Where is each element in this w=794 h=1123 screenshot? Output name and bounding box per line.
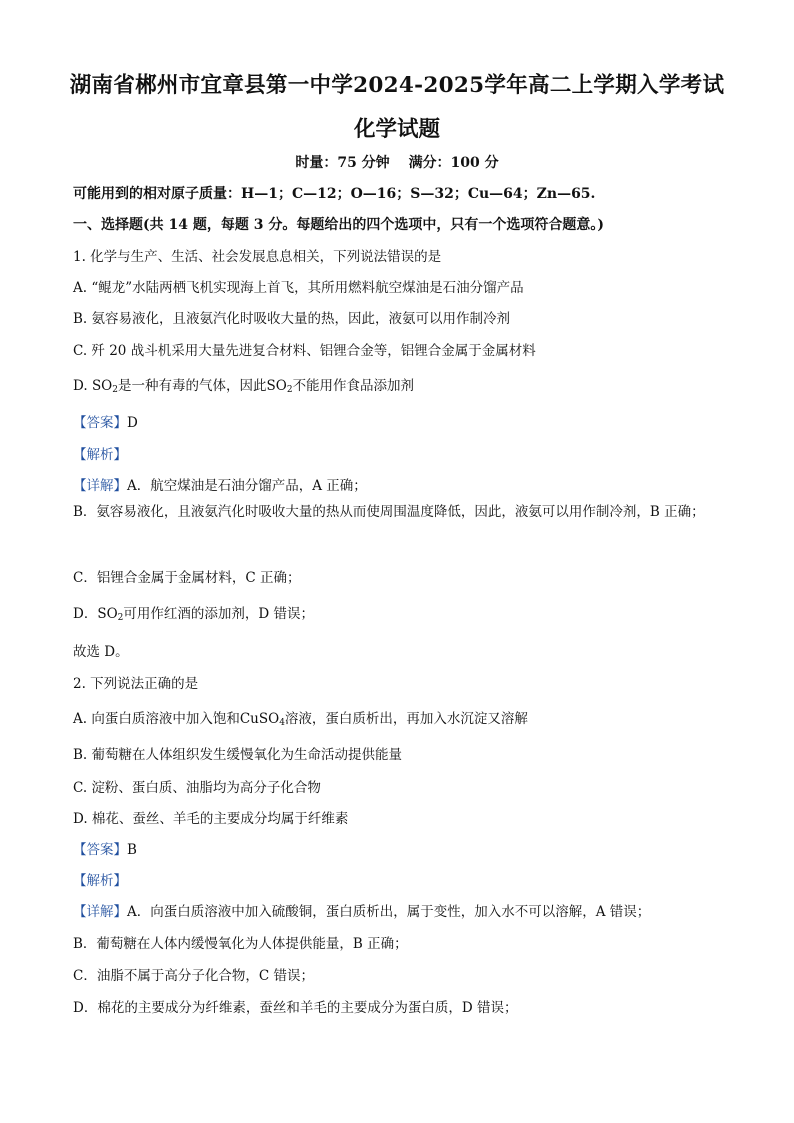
formula-cuso4: CuSO$_4$ (239, 711, 285, 728)
exam-subtitle: 化学试题 (353, 117, 440, 142)
formula-so2: $SO_2$ (266, 378, 293, 395)
q2-detail-a: 【详解】A．向蛋白质溶液中加入硫酸铜，蛋白质析出，属于变性，加入水不可以溶解，A 错误； (73, 904, 651, 920)
q1-stem: 1. 化学与生产、生活、社会发展息息相关，下列说法错误的是 (73, 249, 442, 265)
q2-detail-d: D．棉花的主要成分为纤维素，蚕丝和羊毛的主要成分为蛋白质，D 错误； (73, 1000, 518, 1016)
q2-analysis-tag: 【解析】 (73, 873, 127, 889)
exam-title: 湖南省郴州市宜章县第一中学2024-2025学年高二上学期入学考试 (69, 73, 725, 98)
formula-so2: $SO_2$ (91, 378, 118, 395)
q2-detail-c: C．油脂不属于高分子化合物，C 错误； (73, 968, 314, 984)
answer-value: B (127, 842, 137, 858)
q2-option-a: A. 向蛋白质溶液中加入饱和CuSO$_4$溶液，蛋白质析出，再加入水沉淀又溶解 (73, 711, 528, 728)
q1-analysis-tag: 【解析】 (73, 447, 127, 463)
q2-answer (73, 838, 137, 858)
q1-detail-c: C．铝锂合金属于金属材料，C 正确； (73, 570, 301, 586)
q1-option-b: B. 氨容易液化，且液氨汽化时吸收大量的热，因此，液氨可以用作制冷剂 (73, 311, 511, 327)
exam-time: 时量：75 分钟 (295, 155, 390, 171)
q1-detail-d: D．$SO_2$可用作红酒的添加剂，D 错误； (73, 606, 315, 623)
q1-detail-b: B．氨容易液化，且液氨汽化时吸收大量的热从而使周围温度降低，因此，液氨可以用作制冷剂，B 正确； (73, 504, 705, 520)
q2-option-b: B. 葡萄糖在人体组织发生缓慢氧化为生命活动提供能量 (73, 747, 403, 763)
answer-value: D (127, 415, 138, 431)
q2-detail-b: B．葡萄糖在人体内缓慢氧化为人体提供能量，B 正确； (73, 936, 408, 952)
q1-option-d (73, 374, 414, 395)
q1-conclusion: 故选 D。 (73, 644, 129, 660)
q1-answer (73, 411, 138, 431)
answer-tag: 【答案】 (73, 415, 127, 431)
detail-tag: 【详解】 (73, 904, 127, 920)
q1-option-c: C. 歼 20 战斗机采用大量先进复合材料、铝锂合金等，铝锂合金属于金属材料 (73, 343, 536, 359)
formula-so2: $SO_2$ (97, 606, 124, 623)
q1-d-middle: 是一种有毒的气体，因此 (118, 378, 267, 394)
answer-tag: 【答案】 (73, 842, 127, 858)
section-heading: 一、选择题(共 14 题，每题 3 分。每题给出的四个选项中，只有一个选项符合题意。) (73, 217, 604, 233)
q1-option-a: A. “鲲龙”水陆两栖飞机实现海上首飞，其所用燃料航空煤油是石油分馏产品 (73, 280, 524, 296)
atomic-mass-line: 可能用到的相对原子质量：H—1；C—12；O—16；S—32；Cu—64；Zn—65. (73, 186, 596, 202)
q1-d-prefix: D. (73, 378, 92, 394)
exam-time-score (0, 152, 794, 172)
q2-option-d: D. 棉花、蚕丝、羊毛的主要成分均属于纤维素 (73, 811, 349, 827)
detail-tag: 【详解】 (73, 478, 127, 494)
q1-d-suffix: 不能用作食品添加剂 (292, 378, 415, 394)
q1-detail-a: 【详解】A．航空煤油是石油分馏产品，A 正确； (73, 478, 367, 494)
q2-option-c: C. 淀粉、蛋白质、油脂均为高分子化合物 (73, 780, 321, 796)
q2-stem: 2. 下列说法正确的是 (73, 676, 199, 692)
exam-score: 满分：100 分 (408, 155, 499, 171)
